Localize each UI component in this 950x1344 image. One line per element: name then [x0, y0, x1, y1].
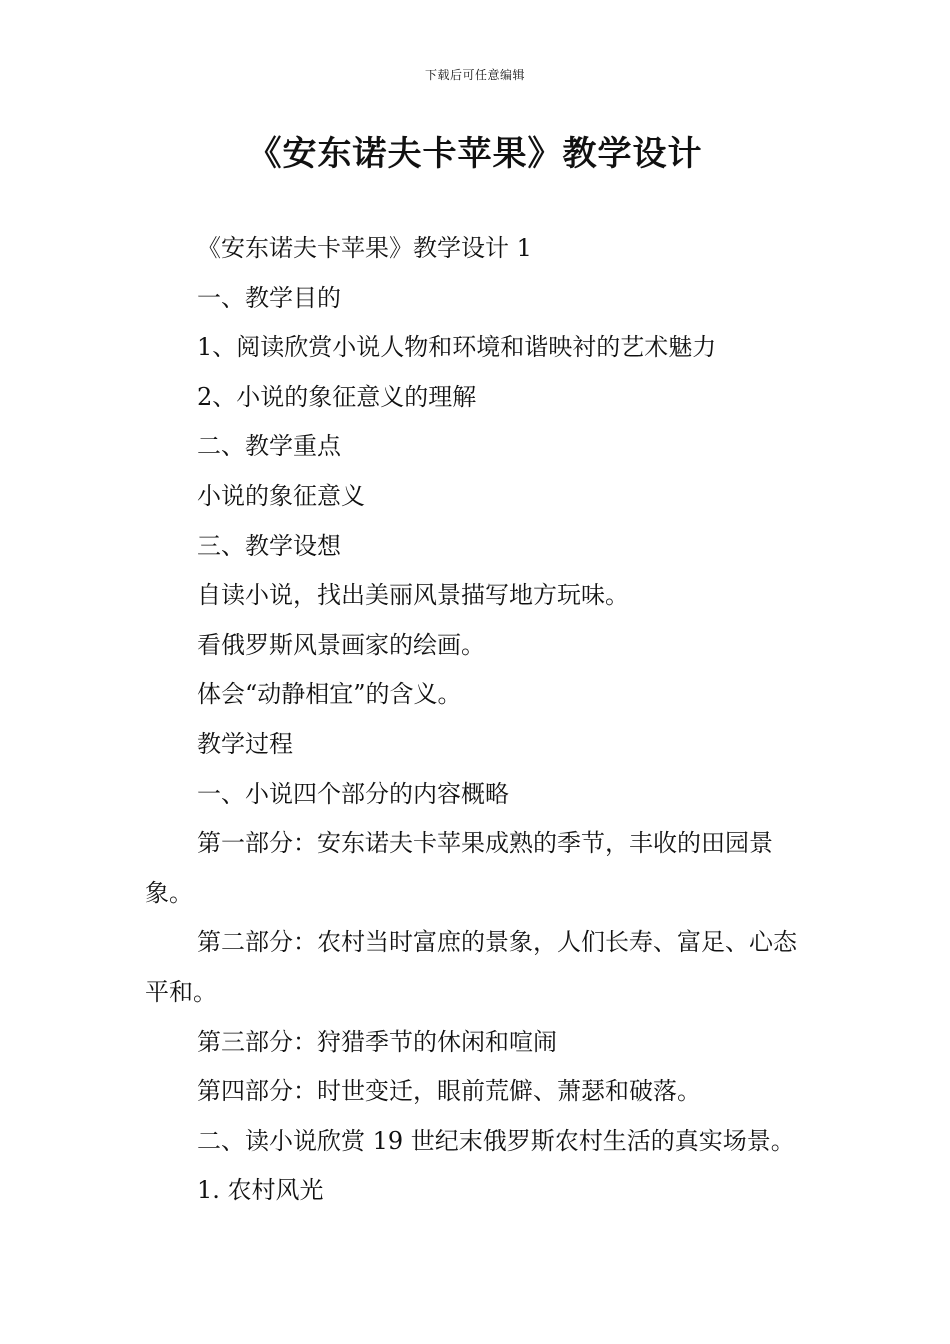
paragraph-focus: 小说的象征意义 [197, 481, 365, 510]
paragraph-part-4: 第四部分：时世变迁，眼前荒僻、萧瑟和破落。 [197, 1077, 701, 1106]
document-body [145, 224, 815, 1216]
paragraph-plan-3: 体会“动静相宜”的含义。 [197, 680, 462, 709]
paragraph-section-reading: 二、读小说欣赏 19 世纪末俄罗斯农村生活的真实场景。 [197, 1126, 795, 1155]
paragraph-subtitle: 《安东诺夫卡苹果》教学设计 1 [197, 234, 532, 262]
paragraph-part-2: 第二部分：农村当时富庶的景象，人们长寿、富足、心态平和。 [145, 928, 797, 1006]
paragraph-heading-process: 教学过程 [197, 729, 293, 758]
paragraph-heading-plan: 三、教学设想 [197, 531, 341, 560]
header-note: 下载后可任意编辑 [424, 68, 525, 82]
paragraph-part-3: 第三部分：狩猎季节的休闲和喧闹 [197, 1027, 557, 1056]
paragraph-heading-goals: 一、教学目的 [197, 283, 341, 312]
paragraph-goal-2: 2、小说的象征意义的理解 [197, 382, 477, 411]
paragraph-plan-2: 看俄罗斯风景画家的绘画。 [197, 630, 485, 659]
paragraph-heading-focus: 二、教学重点 [197, 432, 341, 461]
paragraph-section-summary: 一、小说四个部分的内容概略 [197, 779, 509, 808]
paragraph-rural-scenery: 1. 农村风光 [197, 1176, 324, 1205]
paragraph-plan-1: 自读小说，找出美丽风景描写地方玩味。 [197, 581, 629, 610]
paragraph-part-1: 第一部分：安东诺夫卡苹果成熟的季节，丰收的田园景象。 [145, 829, 773, 907]
paragraph-goal-1: 1、阅读欣赏小说人物和环境和谐映衬的艺术魅力 [197, 333, 717, 362]
document-title: 《安东诺夫卡苹果》教学设计 [247, 134, 703, 174]
